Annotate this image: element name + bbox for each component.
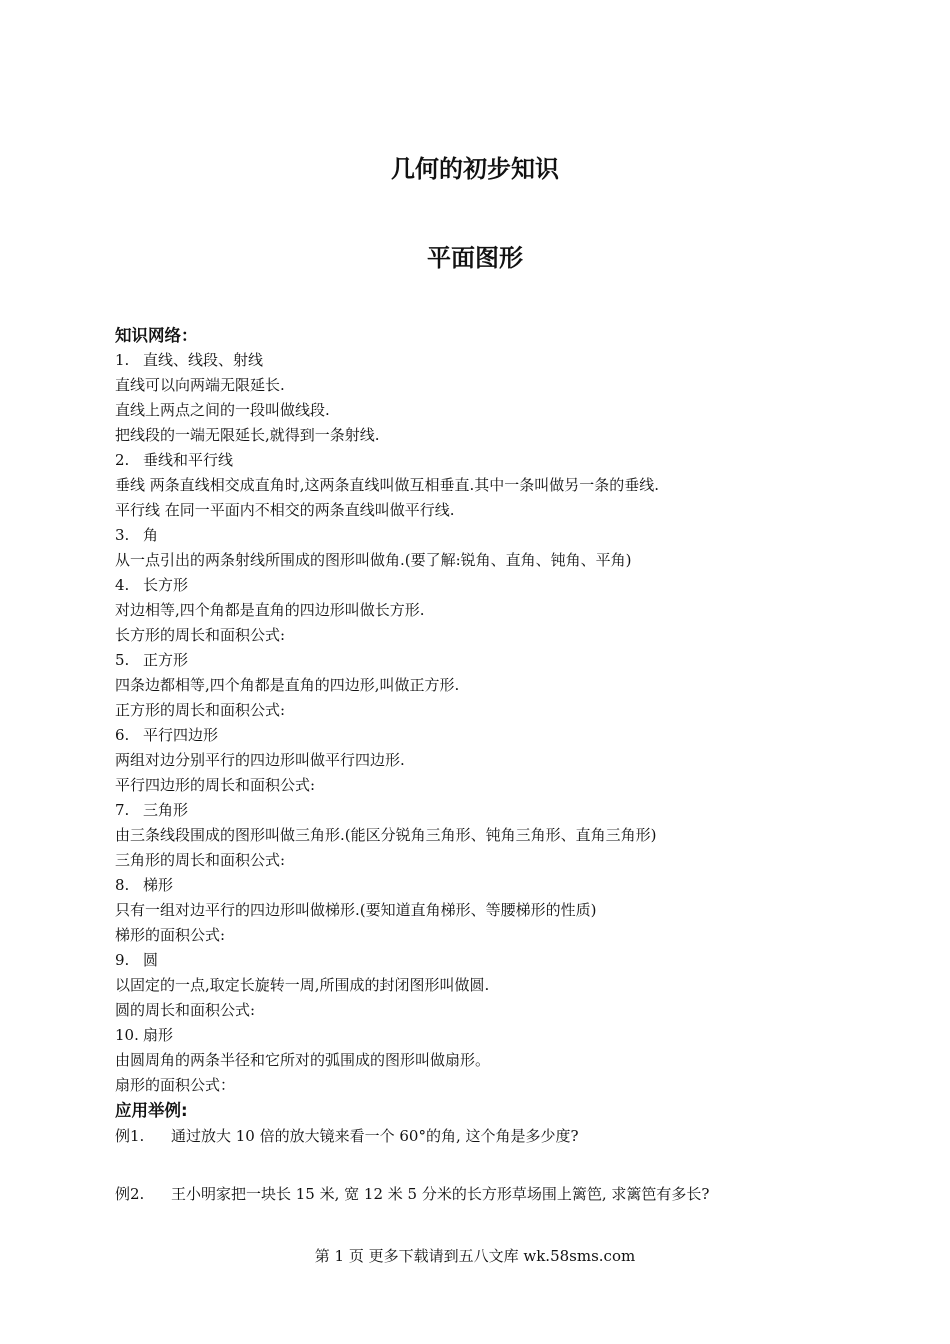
section-number: 5.: [115, 651, 130, 669]
section-number: 8.: [115, 876, 130, 894]
document-subtitle: 平面图形: [427, 244, 523, 272]
section-line: 长方形的周长和面积公式:: [115, 626, 286, 644]
section-title-text: 三角形: [143, 801, 189, 819]
examples-heading: 应用举例:: [115, 1101, 188, 1120]
section-line: 只有一组对边平行的四边形叫做梯形.(要知道直角梯形、等腰梯形的性质): [115, 901, 597, 919]
main-content: [115, 323, 875, 1207]
section-title: [115, 348, 875, 373]
section-title-text: 梯形: [143, 876, 174, 894]
document-title: 几何的初步知识: [391, 155, 559, 183]
example-label: 例2.: [115, 1185, 145, 1203]
example-label: 例1.: [115, 1127, 145, 1145]
section-number: 1.: [115, 351, 130, 369]
example-text: 通过放大 10 倍的放大镜来看一个 60°的角, 这个角是多少度?: [171, 1127, 579, 1145]
section-title: [115, 448, 875, 473]
section-number: 3.: [115, 526, 130, 544]
section-title-text: 平行四边形: [143, 726, 219, 744]
section-title: [115, 948, 875, 973]
page-footer: 第 1 页 更多下载请到五八文库 wk.58sms.com: [314, 1247, 636, 1265]
section-title-text: 直线、线段、射线: [143, 351, 264, 369]
section-line: 由三条线段围成的图形叫做三角形.(能区分锐角三角形、钝角三角形、直角三角形): [115, 826, 657, 844]
section-line: 垂线 两条直线相交成直角时,这两条直线叫做互相垂直.其中一条叫做另一条的垂线.: [115, 476, 660, 494]
section-line: 直线上两点之间的一段叫做线段.: [115, 401, 330, 419]
section-title-text: 长方形: [143, 576, 189, 594]
section-line: 把线段的一端无限延长,就得到一条射线.: [115, 426, 380, 444]
section-number: 7.: [115, 801, 130, 819]
section-title: [115, 523, 875, 548]
section-line: 从一点引出的两条射线所围成的图形叫做角.(要了解:锐角、直角、钝角、平角): [115, 551, 632, 569]
section-number: 2.: [115, 451, 130, 469]
section-title: [115, 723, 875, 748]
section-line: 直线可以向两端无限延长.: [115, 376, 285, 394]
example-item: [115, 1181, 875, 1207]
section-title: [115, 1023, 875, 1048]
example-item: [115, 1123, 875, 1149]
example-text: 王小明家把一块长 15 米, 宽 12 米 5 分米的长方形草场围上篱笆, 求篱笆有多长?: [171, 1185, 710, 1203]
section-line: 对边相等,四个角都是直角的四边形叫做长方形.: [115, 601, 425, 619]
knowledge-heading: 知识网络：: [115, 326, 198, 345]
section-line: 圆的周长和面积公式:: [115, 1001, 256, 1019]
section-title: [115, 873, 875, 898]
section-line: 正方形的周长和面积公式:: [115, 701, 286, 719]
section-title-text: 垂线和平行线: [143, 451, 234, 469]
section-number: 6.: [115, 726, 130, 744]
section-line: 扇形的面积公式：: [115, 1076, 236, 1094]
section-number: 4.: [115, 576, 130, 594]
section-title-text: 圆: [143, 951, 159, 969]
section-line: 平行线 在同一平面内不相交的两条直线叫做平行线.: [115, 501, 455, 519]
section-title: [115, 573, 875, 598]
section-number: 9.: [115, 951, 130, 969]
section-title: [115, 648, 875, 673]
section-title-text: 角: [143, 526, 159, 544]
section-line: 平行四边形的周长和面积公式:: [115, 776, 316, 794]
section-number: 10.: [115, 1026, 139, 1044]
section-title-text: 扇形: [143, 1026, 174, 1044]
section-line: 四条边都相等,四个角都是直角的四边形,叫做正方形.: [115, 676, 460, 694]
section-line: 两组对边分别平行的四边形叫做平行四边形.: [115, 751, 405, 769]
section-line: 梯形的面积公式:: [115, 926, 226, 944]
section-title-text: 正方形: [143, 651, 189, 669]
section-line: 以固定的一点,取定长旋转一周,所围成的封闭图形叫做圆.: [115, 976, 490, 994]
section-line: 三角形的周长和面积公式:: [115, 851, 286, 869]
section-line: 由圆周角的两条半径和它所对的弧围成的图形叫做扇形。: [115, 1051, 491, 1069]
section-title: [115, 798, 875, 823]
